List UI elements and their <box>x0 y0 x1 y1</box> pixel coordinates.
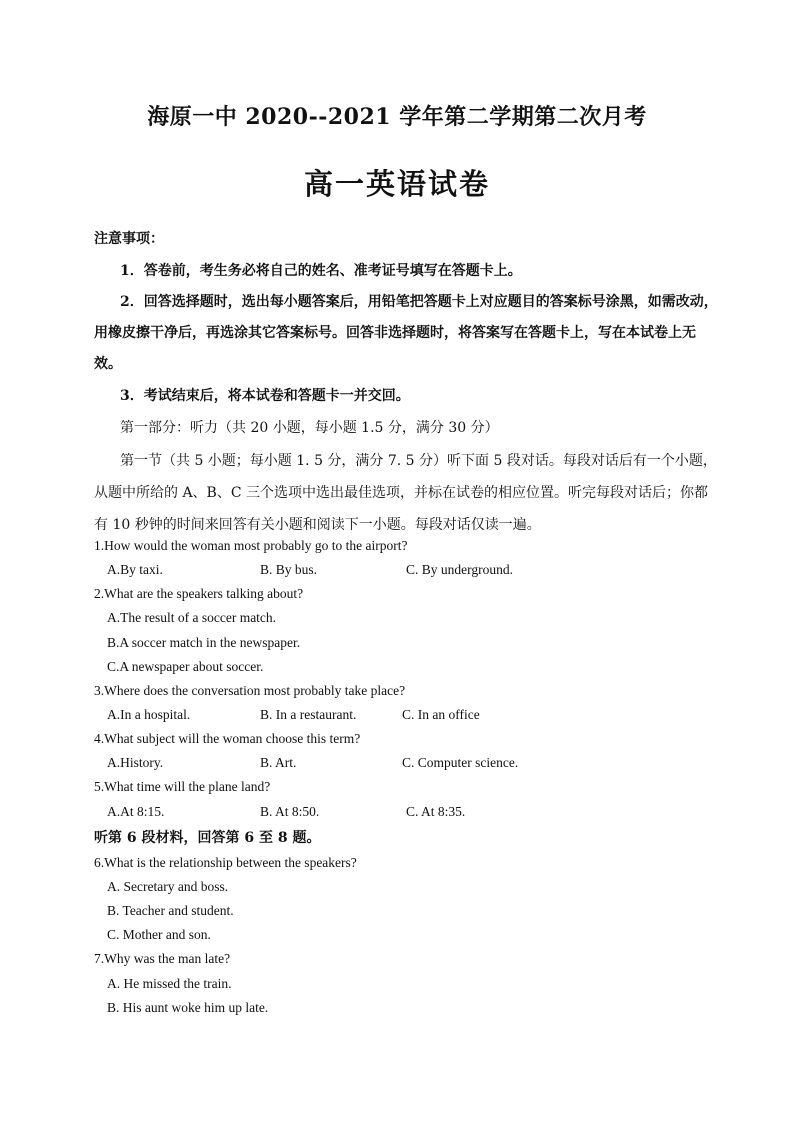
question-3-stem: 3.Where does the conversation most probably take place? <box>94 683 406 698</box>
question-1-option-c: C. By underground. <box>406 562 513 577</box>
question-3-option-b: B. In a restaurant. <box>260 707 357 722</box>
question-3-option-a: A.In a hospital. <box>107 707 191 722</box>
question-4-stem: 4.What subject will the woman choose this term? <box>94 731 361 746</box>
question-2-option-b: B.A soccer match in the newspaper. <box>107 635 301 650</box>
question-1-stem: 1.How would the woman most probably go to the airport? <box>94 538 408 553</box>
exam-subject-title: 高一英语试卷 <box>303 167 490 201</box>
notice-item-1: 1．答卷前，考生务必将自己的姓名、准考证号填写在答题卡上。 <box>120 263 522 279</box>
question-2-option-c: C.A newspaper about soccer. <box>107 659 264 674</box>
question-7-option-a: A. He missed the train. <box>107 976 232 991</box>
question-2-option-a: A.The result of a soccer match. <box>107 610 277 625</box>
question-2-stem: 2.What are the speakers talking about? <box>94 586 304 601</box>
question-7-stem: 7.Why was the man late? <box>94 951 231 966</box>
part1-title: 第一部分：听力（共 20 小题，每小题 1.5 分，满分 30 分） <box>120 420 499 436</box>
notice-title: 注意事项： <box>94 231 164 247</box>
notice-item-2-line-1: 2．回答选择题时，选出每小题答案后，用铅笔把答题卡上对应题目的答案标号涂黑，如需改动， <box>120 294 718 310</box>
question-6-option-a: A. Secretary and boss. <box>107 879 229 894</box>
notice-item-2-line-2: 用橡皮擦干净后，再选涂其它答案标号。回答非选择题时，将答案写在答题卡上，写在本试卷上无 <box>94 325 696 341</box>
question-1-option-a: A.By taxi. <box>107 562 163 577</box>
section1-instructions-line-3: 有 10 秒钟的时间来回答有关小题和阅读下一小题。每段对话仅读一遍。 <box>94 517 541 533</box>
question-5-option-a: A.At 8:15. <box>107 804 165 819</box>
question-4-option-a: A.History. <box>107 755 164 770</box>
question-5-option-b: B. At 8:50. <box>260 804 320 819</box>
question-5-option-c: C. At 8:35. <box>406 804 466 819</box>
question-1-option-b: B. By bus. <box>260 562 318 577</box>
section1-instructions-line-2: 从题中所给的 A、B、C 三个选项中选出最佳选项，并标在试卷的相应位置。听完每段对话后；你都 <box>94 485 709 501</box>
question-3-option-c: C. In an office <box>402 707 480 722</box>
question-4-option-c: C. Computer science. <box>402 755 519 770</box>
section1-instructions-line-1: 第一节（共 5 小题；每小题 1. 5 分，满分 7. 5 分）听下面 5 段对话。每段对话后有一个小题， <box>120 453 717 469</box>
question-6-stem: 6.What is the relationship between the speakers? <box>94 855 357 870</box>
question-6-option-c: C. Mother and son. <box>107 927 211 942</box>
question-5-stem: 5.What time will the plane land? <box>94 779 271 794</box>
question-7-option-b: B. His aunt woke him up late. <box>107 1000 269 1015</box>
question-4-option-b: B. Art. <box>260 755 297 770</box>
notice-item-2-line-3: 效。 <box>94 356 122 372</box>
question-group-heading: 听第 6 段材料，回答第 6 至 8 题。 <box>94 830 321 846</box>
notice-item-3: 3．考试结束后，将本试卷和答题卡一并交回。 <box>120 388 410 404</box>
question-6-option-b: B. Teacher and student. <box>107 903 234 918</box>
exam-school-title: 海原一中 2020--2021 学年第二学期第二次月考 <box>147 104 647 130</box>
